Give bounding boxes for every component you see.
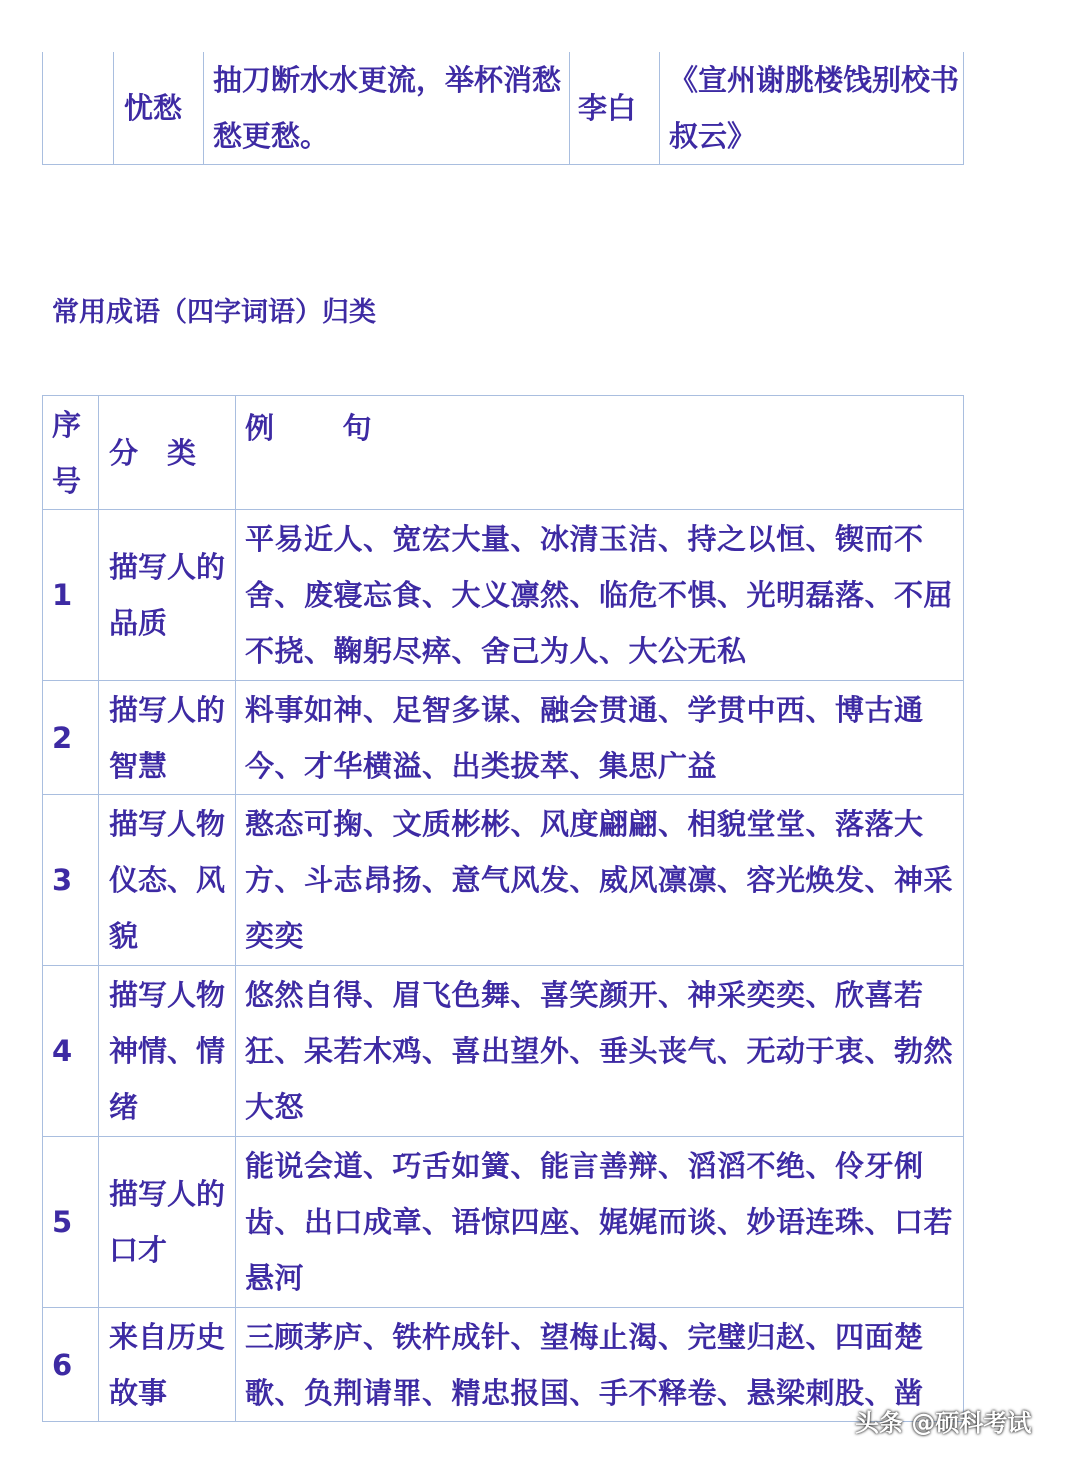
section-heading: 常用成语（四字词语）归类 — [52, 297, 376, 328]
table-row — [43, 1137, 964, 1308]
row-examples: 料事如神、足智多谋、融会贯通、学贯中西、博古通今、才华横溢、出类拔萃、集思广益 — [236, 681, 964, 795]
table-header-row — [43, 396, 964, 510]
header-examples-a: 例 — [245, 411, 275, 445]
header-number — [43, 396, 99, 510]
header-examples-b: 句 — [342, 411, 373, 445]
table-row — [43, 1308, 964, 1422]
header-number-line2: 号 — [52, 463, 82, 498]
row-examples: 三顾茅庐、铁杵成针、望梅止渴、完璧归赵、四面楚歌、负荆请罪、精忠报国、手不释卷、悬梁刺股、凿 — [236, 1308, 964, 1422]
poem-table-continuation — [42, 52, 964, 165]
row-category: 描写人的品质 — [99, 510, 236, 681]
row-examples: 憨态可掬、文质彬彬、风度翩翩、相貌堂堂、落落大方、斗志昂扬、意气风发、威风凛凛、容光焕发、神采奕奕 — [236, 795, 964, 966]
row-category: 描写人物神情、情绪 — [99, 966, 236, 1137]
row-category: 描写人的智慧 — [99, 681, 236, 795]
row-category: 描写人的口才 — [99, 1137, 236, 1308]
table-row — [43, 795, 964, 966]
row-category: 来自历史故事 — [99, 1308, 236, 1422]
watermark: 头条 @硕科考试 — [855, 1409, 1032, 1437]
table-row — [43, 510, 964, 681]
row-examples: 悠然自得、眉飞色舞、喜笑颜开、神采奕奕、欣喜若狂、呆若木鸡、喜出望外、垂头丧气、无动于衷、勃然大怒 — [236, 966, 964, 1137]
row-number: 6 — [43, 1308, 99, 1422]
empty-cell — [43, 52, 114, 165]
row-number: 1 — [43, 510, 99, 681]
table-row — [43, 681, 964, 795]
table-row — [43, 966, 964, 1137]
row-number: 3 — [43, 795, 99, 966]
row-examples: 能说会道、巧舌如簧、能言善辩、滔滔不绝、伶牙俐齿、出口成章、语惊四座、娓娓而谈、妙语连珠、口若悬河 — [236, 1137, 964, 1308]
header-category: 分 类 — [99, 396, 236, 510]
row-number: 2 — [43, 681, 99, 795]
idiom-table — [42, 395, 964, 1422]
row-number: 5 — [43, 1137, 99, 1308]
row-category: 描写人物仪态、风貌 — [99, 795, 236, 966]
row-examples: 平易近人、宽宏大量、冰清玉洁、持之以恒、锲而不舍、废寝忘食、大义凛然、临危不惧、光明磊落、不屈不挠、鞠躬尽瘁、舍己为人、大公无私 — [236, 510, 964, 681]
poem-source: 《宣州谢朓楼饯别校书叔云》 — [660, 52, 964, 165]
poet-name: 李白 — [570, 52, 660, 165]
table-row — [43, 52, 964, 165]
emotion-category: 忧愁 — [114, 52, 204, 165]
header-number-line1: 序 — [52, 407, 82, 442]
poem-line: 抽刀断水水更流，举杯消愁愁更愁。 — [204, 52, 570, 165]
row-number: 4 — [43, 966, 99, 1137]
header-examples — [236, 396, 964, 510]
